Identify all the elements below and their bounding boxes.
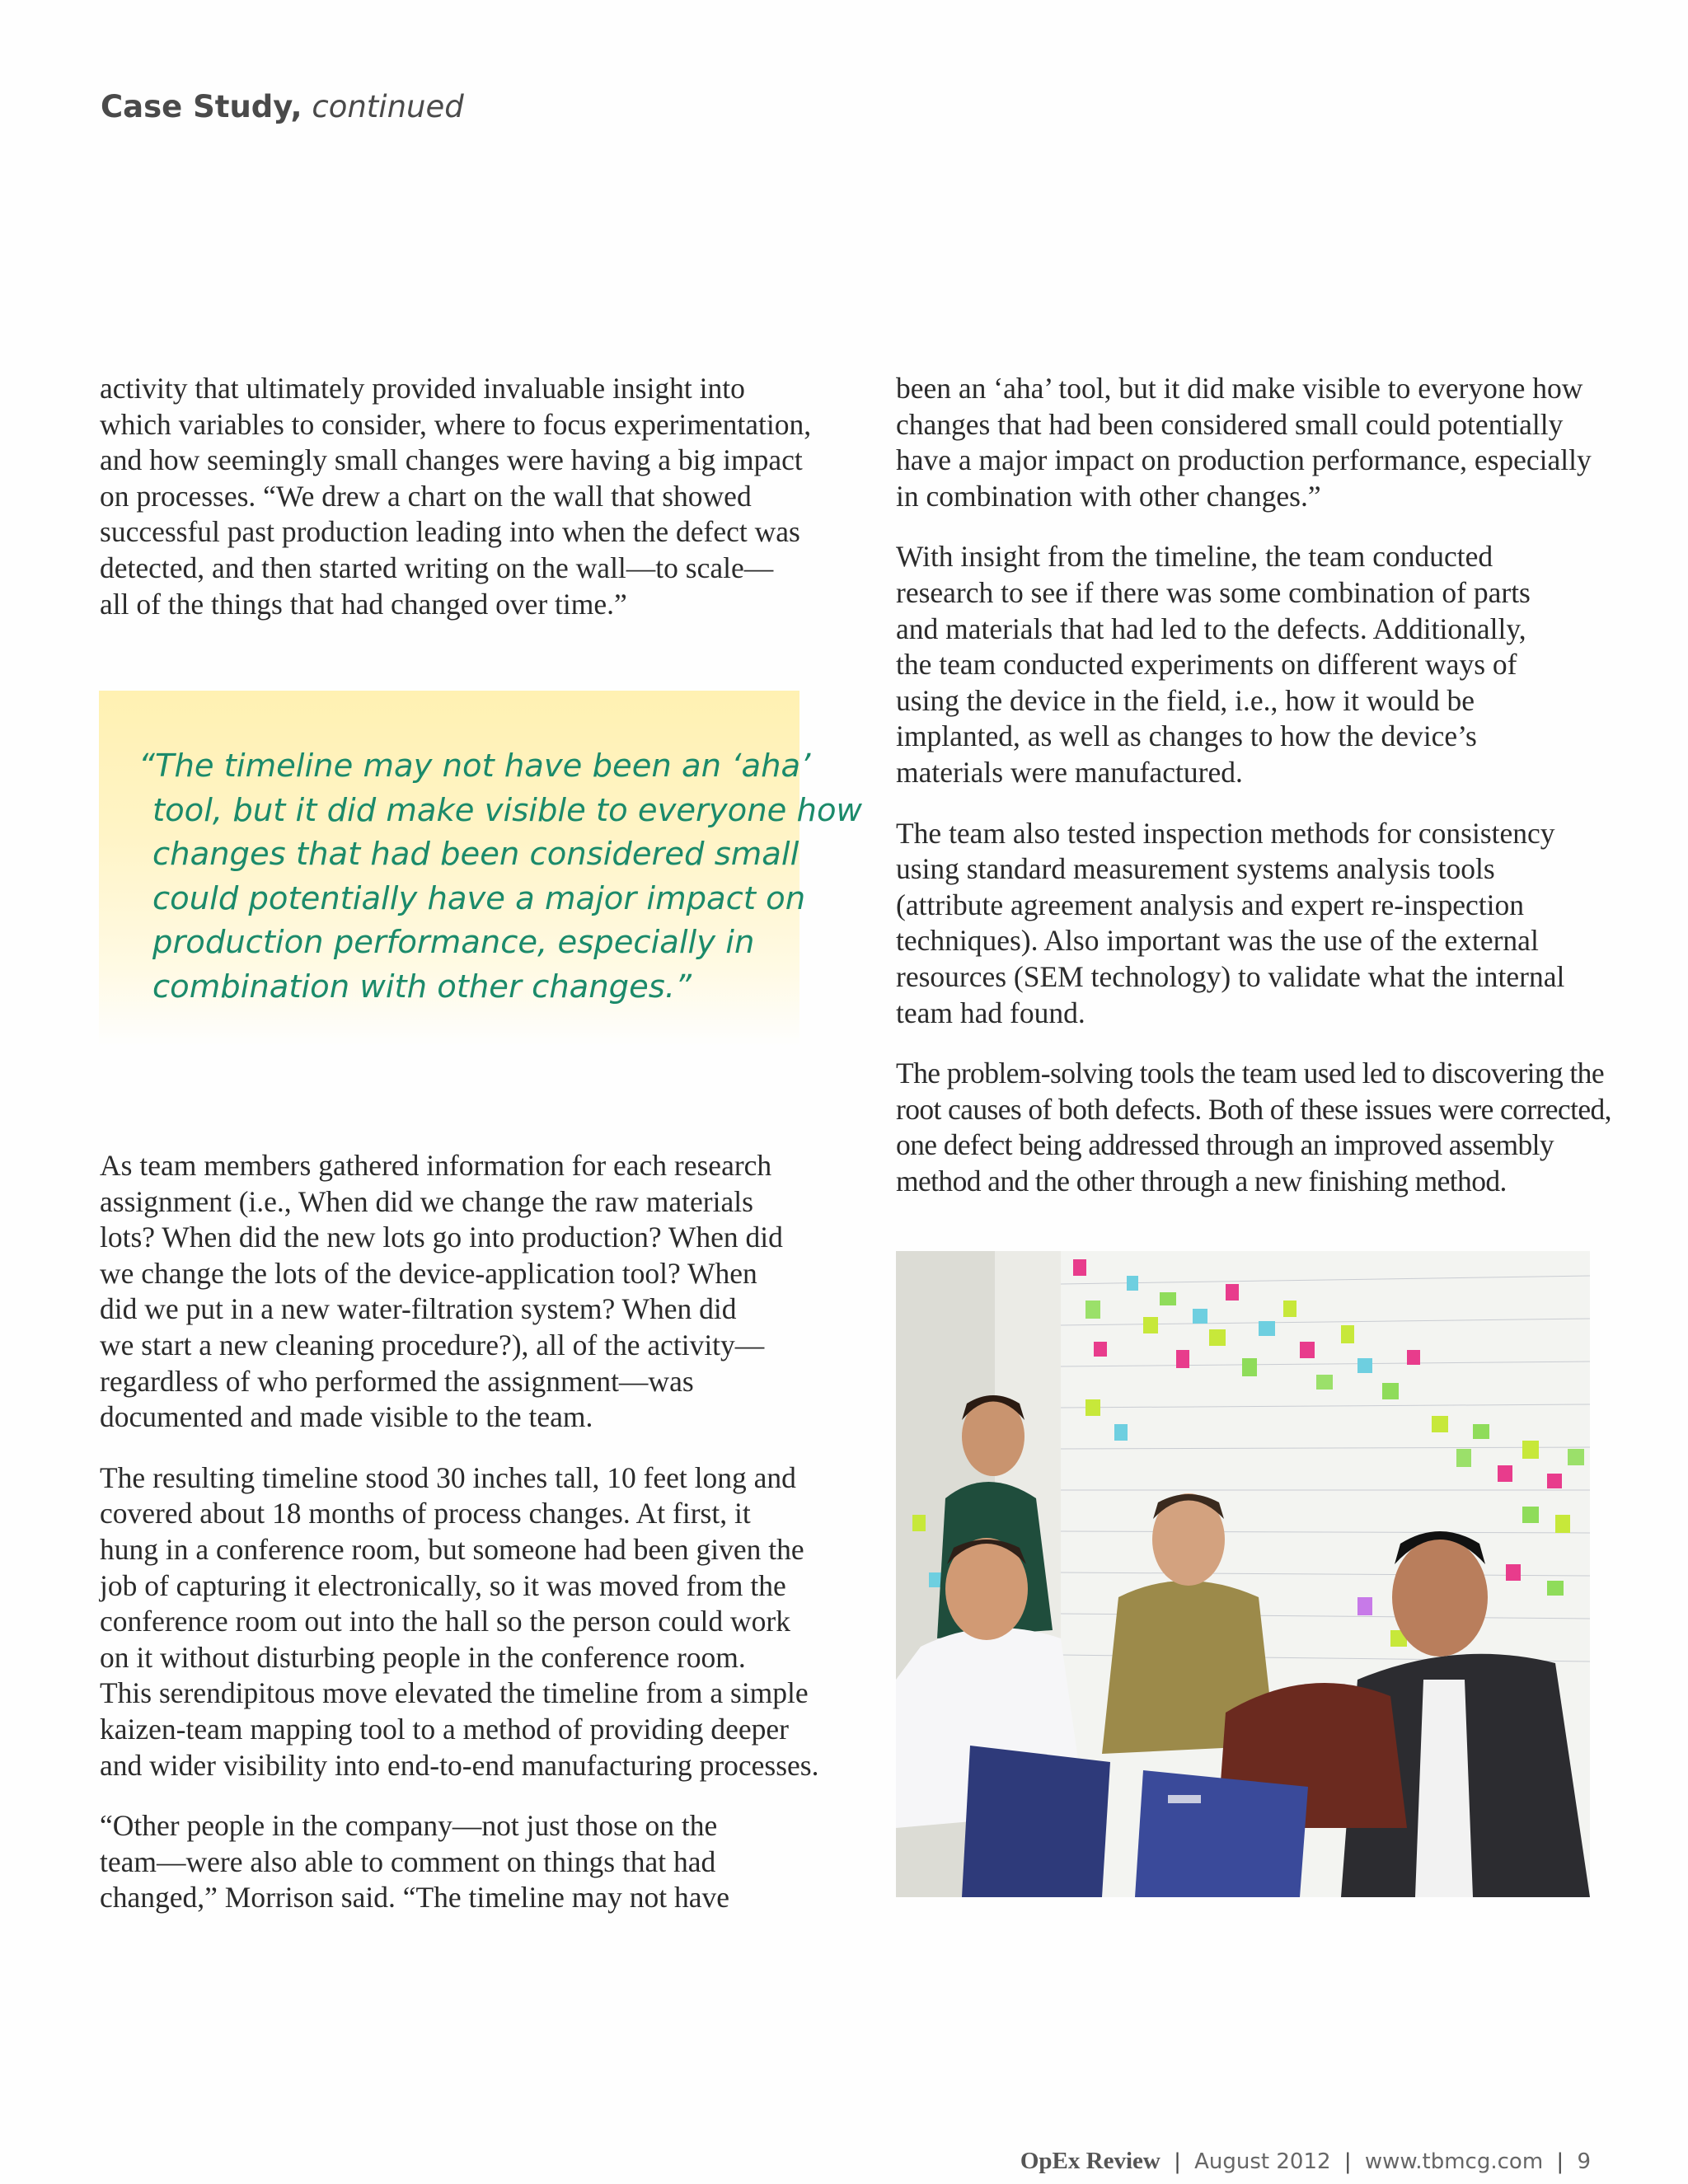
- quote-line: could potentially have a major impact on: [152, 879, 806, 917]
- page-number: 9: [1577, 2149, 1591, 2174]
- text-line: on processes. “We drew a chart on the wall that showed: [100, 479, 752, 513]
- header-continued: continued: [312, 89, 464, 124]
- text-line: method and the other through a new finishing method.: [896, 1164, 1507, 1197]
- text-line: and materials that had led to the defects. Additionally,: [896, 612, 1526, 645]
- text-line: been an ‘aha’ tool, but it did make visible to everyone how: [896, 372, 1583, 405]
- text-line: we start a new cleaning procedure?), all of the activity—: [100, 1328, 765, 1361]
- footer-separator: |: [1556, 2149, 1564, 2174]
- text-line: (attribute agreement analysis and expert re-inspection: [896, 888, 1524, 921]
- text-line: “Other people in the company—not just those on the: [100, 1809, 718, 1843]
- paragraph: [896, 539, 1597, 790]
- footer-separator: |: [1174, 2149, 1181, 2174]
- running-header: [101, 89, 464, 124]
- left-column-bottom: [100, 1148, 825, 1941]
- text-line: The resulting timeline stood 30 inches tall, 10 feet long and: [100, 1460, 796, 1494]
- text-line: the team conducted experiments on different ways of: [896, 648, 1517, 682]
- paragraph: [100, 1460, 825, 1783]
- text-line: As team members gathered information for each research: [100, 1149, 772, 1182]
- text-line: techniques). Also important was the use of the external: [896, 924, 1539, 958]
- text-line: covered about 18 months of process changes. At first, it: [100, 1497, 751, 1530]
- text-line: assignment (i.e., When did we change the raw materials: [100, 1184, 753, 1218]
- text-line: all of the things that had changed over time.”: [100, 587, 627, 621]
- quote-line: “The timeline may not have been an ‘aha’: [138, 748, 811, 785]
- text-line: With insight from the timeline, the team conducted: [896, 540, 1493, 574]
- text-line: The problem-solving tools the team used led to discovering the: [896, 1057, 1604, 1090]
- text-line: detected, and then started writing on the wall—to scale—: [100, 551, 774, 584]
- text-line: kaizen-team mapping tool to a method of providing deeper: [100, 1712, 789, 1746]
- text-line: The team also tested inspection methods for consistency: [896, 816, 1555, 850]
- text-line: and how seemingly small changes were having a big impact: [100, 443, 803, 477]
- text-line: successful past production leading into when the defect was: [100, 515, 800, 549]
- text-line: documented and made visible to the team.: [100, 1400, 593, 1434]
- quote-line: tool, but it did make visible to everyone how: [152, 791, 862, 829]
- footer-separator: |: [1343, 2149, 1352, 2174]
- text-line: team had found.: [896, 996, 1085, 1029]
- text-line: root causes of both defects. Both of these issues were corrected,: [896, 1092, 1611, 1126]
- text-line: one defect being addressed through an improved assembly: [896, 1128, 1554, 1162]
- text-line: job of capturing it electronically, so it was moved from the: [100, 1568, 786, 1602]
- left-column-top: [100, 371, 825, 647]
- text-line: changed,” Morrison said. “The timeline may not have: [100, 1881, 729, 1915]
- text-line: team—were also able to comment on things that had: [100, 1844, 716, 1878]
- text-line: materials were manufactured.: [896, 755, 1243, 789]
- text-line: using standard measurement systems analysis tools: [896, 852, 1495, 886]
- footer-date: August 2012: [1194, 2149, 1331, 2174]
- text-line: and wider visibility into end-to-end manufacturing processes.: [100, 1748, 819, 1782]
- text-line: which variables to consider, where to focus experimentation,: [100, 407, 812, 441]
- team-meeting-photo: [896, 1251, 1590, 1897]
- text-line: activity that ultimately provided invaluable insight into: [100, 372, 745, 405]
- paragraph: [896, 816, 1597, 1032]
- text-line: research to see if there was some combination of parts: [896, 575, 1531, 609]
- right-column: [896, 371, 1611, 1224]
- text-line: changes that had been considered small could potentially: [896, 407, 1564, 441]
- text-line: This serendipitous move elevated the timeline from a simple: [100, 1676, 809, 1710]
- header-label: Case Study,: [101, 89, 302, 124]
- page-footer: [1020, 2148, 1591, 2175]
- paragraph: [896, 371, 1597, 514]
- text-line: have a major impact on production performance, especially: [896, 443, 1592, 477]
- paragraph: [896, 1056, 1611, 1199]
- pull-quote: [138, 744, 862, 1009]
- quote-line: combination with other changes.”: [152, 968, 692, 1005]
- footer-url: www.tbmcg.com: [1364, 2149, 1544, 2174]
- paragraph: [100, 1808, 825, 1916]
- text-line: did we put in a new water-filtration system? When did: [100, 1292, 737, 1326]
- text-line: resources (SEM technology) to validate what the internal: [896, 959, 1565, 993]
- text-line: hung in a conference room, but someone had been given the: [100, 1532, 804, 1566]
- text-line: regardless of who performed the assignment—was: [100, 1364, 694, 1398]
- text-line: lots? When did the new lots go into production? When did: [100, 1221, 783, 1254]
- text-line: we change the lots of the device-application tool? When: [100, 1256, 757, 1290]
- paragraph: [100, 1148, 825, 1436]
- text-line: in combination with other changes.”: [896, 479, 1321, 513]
- quote-line: production performance, especially in: [152, 924, 755, 961]
- text-line: using the device in the field, i.e., how it would be: [896, 683, 1475, 717]
- text-line: implanted, as well as changes to how the device’s: [896, 719, 1477, 753]
- quote-line: changes that had been considered small: [152, 836, 799, 873]
- text-line: on it without disturbing people in the conference room.: [100, 1640, 746, 1674]
- text-line: conference room out into the hall so the person could work: [100, 1605, 790, 1638]
- paragraph: [100, 371, 825, 622]
- footer-brand: OpEx Review: [1020, 2148, 1160, 2174]
